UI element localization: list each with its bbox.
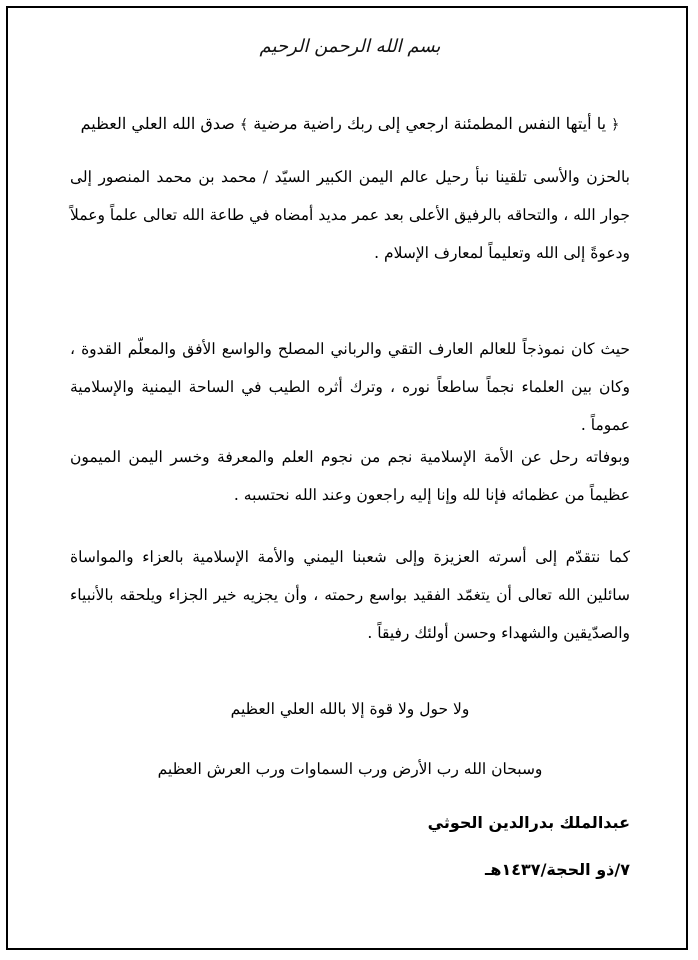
paragraph-announcement: بالحزن والأسى تلقينا نبأ رحيل عالم اليمن الكبير السيّد / محمد بن محمد المنصور إلى جوار الله ، والتحاقه بالرفيق الأعلى بعد عمر مديد أمضاه في طاعة الله تعالى علماً وعملاً ودعوةً إلى الله وتعليماً لمعارف الإسلام . [70, 168, 630, 262]
closing-line-2: وسبحان الله رب الأرض ورب السماوات ورب العرش العظيم [157, 760, 543, 778]
signature-name: عبدالملك بدرالدين الحوثي [427, 813, 630, 832]
verse-text: يا أيتها النفس المطمئنة ارجعي إلى ربك راضية مرضية [253, 114, 607, 133]
paragraph-condolence: كما نتقدّم إلى أسرته العزيزة وإلى شعبنا اليمني والأمة الإسلامية بالعزاء والمواساة سائلين الله تعالى أن يتغمّد الفقيد بواسع رحمته ، وأن يجزيه خير الجزاء ويلحقه بالأنبياء والصدّيقين والشهداء وحسن أولئك رفيقاً . [70, 548, 630, 642]
verse-close-bracket: ﴾ [239, 117, 249, 133]
paragraph-tribute: حيث كان نموذجاً للعالم العارف التقي والرباني المصلح والواسع الأفق والمعلّم القدوة ، وكان بين العلماء نجماً ساطعاً نوره ، وترك أثره الطيب في الساحة اليمنية والإسلامية عموماً . [70, 340, 630, 434]
signature-date: ٧/ذو الحجة/١٤٣٧هـ [484, 860, 630, 879]
basmala-heading: بسم الله الرحمن الرحيم [259, 36, 441, 57]
quran-verse [70, 114, 630, 133]
paragraph-loss: وبوفاته رحل عن الأمة الإسلامية نجم من نجوم العلم والمعرفة وخسر اليمن الميمون عظيماً من عظمائه فإنا لله وإنا إليه راجعون وعند الله نحتسبه . [70, 448, 630, 504]
verse-open-bracket: ﴿ [611, 117, 620, 133]
closing-line-1: ولا حول ولا قوة إلا بالله العلي العظيم [230, 700, 470, 718]
document-page [6, 6, 688, 950]
verse-suffix: صدق الله العلي العظيم [80, 114, 235, 133]
